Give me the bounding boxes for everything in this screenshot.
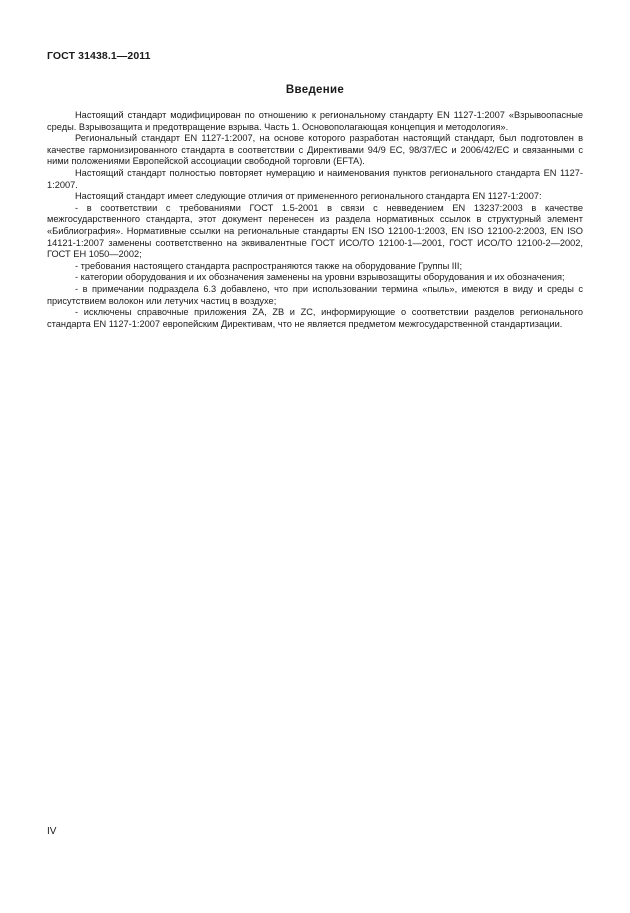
list-item: - в соответствии с требованиями ГОСТ 1.5-2001 в связи с невведением EN 13237:2003 в качестве межгосударственного стандарта, этот документ перенесен из раздела нормативных ссылок в структурный элемент «Библиография». Нормативные ссылки на региональные стандарты EN ISO 12100-1:2003, EN ISO 12100-2:2003, EN ISO 14121-1:2007 заменены соответственно на эквивалентные ГОСТ ИСО/ТО 12100-1—2001, ГОСТ ИСО/ТО 12100-2—2002, ГОСТ ЕН 1050—2002;: [47, 202, 583, 260]
list-item: - в примечании подраздела 6.3 добавлено, что при использовании термина «пыль», имеются в виду и среды с присутствием волокон или летучих частиц в воздухе;: [47, 283, 583, 306]
document-header: ГОСТ 31438.1—2011: [47, 50, 151, 62]
list-item: - категории оборудования и их обозначения заменены на уровни взрывозащиты оборудования и их обозначения;: [75, 272, 565, 283]
list-item: - требования настоящего стандарта распространяются также на оборудование Группы III;: [75, 260, 463, 271]
list-item: - исключены справочные приложения ZA, ZB и ZC, информирующие о соответствии разделов регионального стандарта EN 1127-1:2007 европейским Директивам, что не является предметом межгосударственной стандартизации.: [47, 307, 583, 329]
page-number: IV: [47, 826, 57, 837]
section-title: Введение: [285, 84, 345, 96]
paragraph: Региональный стандарт EN 1127-1:2007, на основе которого разработан настоящий стандарт, был подготовлен в качестве гармонизированного стандарта в соответствии с Директивами 94/9 ЕС, 98/37/ЕС и 2006/42/ЕС и связанными с ними положениями Европейской ассоциации свободной торговли (EFTA).: [47, 133, 583, 167]
paragraph: Настоящий стандарт имеет следующие отличия от примененного регионального стандарта EN 1127-1:2007:: [75, 191, 542, 202]
document-body: [47, 110, 583, 330]
paragraph: Настоящий стандарт полностью повторяет нумерацию и наименования пунктов регионального стандарта EN 1127-1:2007.: [47, 167, 583, 190]
paragraph: Настоящий стандарт модифицирован по отношению к региональному стандарту EN 1127-1:2007 «Взрывоопасные среды. Взрывозащита и предотвращение взрыва. Часть 1. Основополагающая концепция и методология».: [47, 110, 583, 132]
